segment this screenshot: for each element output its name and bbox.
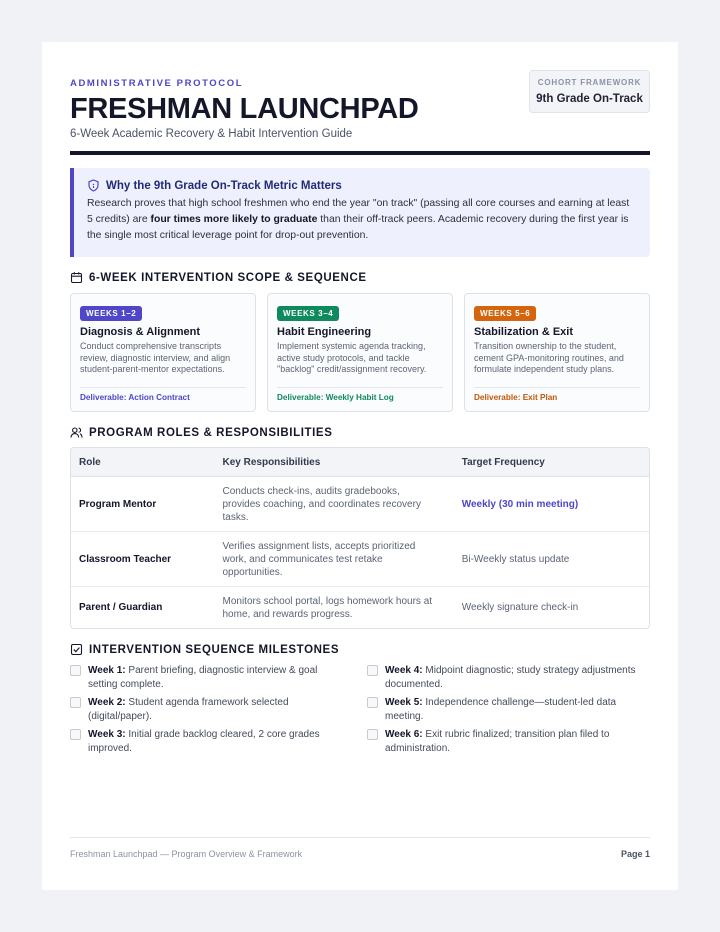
phase-deliverable: Deliverable: Exit Plan bbox=[474, 393, 558, 402]
milestones-heading: INTERVENTION SEQUENCE MILESTONES bbox=[70, 643, 339, 656]
callout-heading: Why the 9th Grade On-Track Metric Matters bbox=[106, 179, 342, 192]
calendar-icon bbox=[70, 271, 83, 284]
milestone-item: Week 4: Midpoint diagnostic; study strategy adjustments documented. bbox=[367, 664, 637, 691]
page-title: FRESHMAN LAUNCHPAD bbox=[70, 93, 419, 125]
phase-badge: WEEKS 3–4 bbox=[277, 306, 339, 321]
phase-title: Habit Engineering bbox=[277, 326, 372, 338]
milestone-item: Week 2: Student agenda framework selected (digital/paper). bbox=[70, 696, 340, 723]
phase-deliverable: Deliverable: Action Contract bbox=[80, 393, 190, 402]
responsibility-cell: Verifies assignment lists, accepts prioritized work, and communicates test retake opportunities. bbox=[222, 540, 416, 578]
scope-heading: 6-WEEK INTERVENTION SCOPE & SEQUENCE bbox=[70, 271, 367, 284]
role-cell: Parent / Guardian bbox=[79, 602, 163, 613]
milestone-checkbox[interactable] bbox=[70, 665, 81, 676]
callout-text: Research proves that high school freshmen who end the year "on track" (passing all core courses and earning at least 5 credits) are four times more likely to graduate than their off-track peers. Academic recovery during the first year is the single most critical leverage point for drop-out prevention. bbox=[87, 198, 630, 241]
responsibility-cell: Conducts check-ins, audits gradebooks, provides coaching, and coordinates recovery tasks. bbox=[222, 485, 421, 523]
column-header: Role bbox=[79, 456, 101, 468]
phase-card-2 bbox=[267, 293, 453, 412]
phase-title: Stabilization & Exit bbox=[474, 326, 574, 338]
phase-deliverable: Deliverable: Weekly Habit Log bbox=[277, 393, 394, 402]
users-icon bbox=[70, 426, 83, 439]
table-row bbox=[71, 477, 649, 532]
column-header: Key Responsibilities bbox=[222, 456, 321, 468]
table-row bbox=[71, 587, 649, 628]
footer-text: Freshman Launchpad — Program Overview & Framework bbox=[70, 849, 303, 859]
milestone-checkbox[interactable] bbox=[367, 729, 378, 740]
eyebrow-label: ADMINISTRATIVE PROTOCOL bbox=[70, 78, 244, 89]
milestone-item: Week 3: Initial grade backlog cleared, 2 core grades improved. bbox=[70, 728, 340, 755]
table-header bbox=[71, 448, 649, 477]
callout-emphasis: four times more likely to graduate bbox=[150, 214, 318, 225]
role-cell: Program Mentor bbox=[79, 498, 157, 510]
responsibility-cell: Monitors school portal, logs homework hours at home, and rewards progress. bbox=[222, 595, 433, 620]
phase-card-1 bbox=[70, 293, 256, 412]
footer-divider bbox=[70, 837, 650, 838]
phase-description: Conduct comprehensive transcripts review, diagnostic interview, and align student-parent-mentor expectations. bbox=[80, 341, 231, 374]
frequency-cell: Weekly signature check-in bbox=[461, 602, 579, 613]
phase-title: Diagnosis & Alignment bbox=[80, 326, 200, 338]
cohort-value: 9th Grade On-Track bbox=[536, 93, 643, 105]
phase-card-3 bbox=[464, 293, 650, 412]
frequency-cell: Bi-Weekly status update bbox=[461, 553, 570, 565]
shield-icon bbox=[87, 179, 100, 192]
roles-heading: PROGRAM ROLES & RESPONSIBILITIES bbox=[70, 426, 332, 439]
milestone-checkbox[interactable] bbox=[367, 665, 378, 676]
phase-badge: WEEKS 1–2 bbox=[80, 306, 142, 321]
milestone-item: Week 6: Exit rubric finalized; transition plan filed to administration. bbox=[367, 728, 637, 755]
milestone-item: Week 5: Independence challenge—student-led data meeting. bbox=[367, 696, 637, 723]
cohort-box bbox=[529, 70, 650, 113]
milestone-checkbox[interactable] bbox=[70, 729, 81, 740]
checkbox-icon bbox=[70, 643, 83, 656]
page-subtitle: 6-Week Academic Recovery & Habit Intervention Guide bbox=[70, 128, 353, 140]
header-divider bbox=[70, 151, 650, 155]
milestone-checkbox[interactable] bbox=[367, 697, 378, 708]
role-cell: Classroom Teacher bbox=[79, 553, 172, 565]
cohort-label: COHORT FRAMEWORK bbox=[537, 78, 642, 87]
page-number: Page 1 bbox=[620, 849, 650, 859]
metric-callout bbox=[70, 168, 650, 257]
phase-description: Transition ownership to the student, cement GPA-monitoring routines, and formulate independent study plans. bbox=[474, 341, 624, 374]
milestone-item: Week 1: Parent briefing, diagnostic interview & goal setting complete. bbox=[70, 664, 340, 691]
table-row bbox=[71, 532, 649, 587]
milestone-checkbox[interactable] bbox=[70, 697, 81, 708]
roles-table bbox=[70, 447, 650, 629]
document-page bbox=[42, 42, 678, 890]
frequency-cell: Weekly (30 min meeting) bbox=[461, 498, 579, 510]
phase-description: Implement systemic agenda tracking, active study protocols, and tackle "backlog" credit/assignment recovery. bbox=[277, 341, 427, 374]
column-header: Target Frequency bbox=[461, 456, 545, 468]
header bbox=[70, 70, 650, 140]
phase-badge: WEEKS 5–6 bbox=[474, 306, 536, 321]
